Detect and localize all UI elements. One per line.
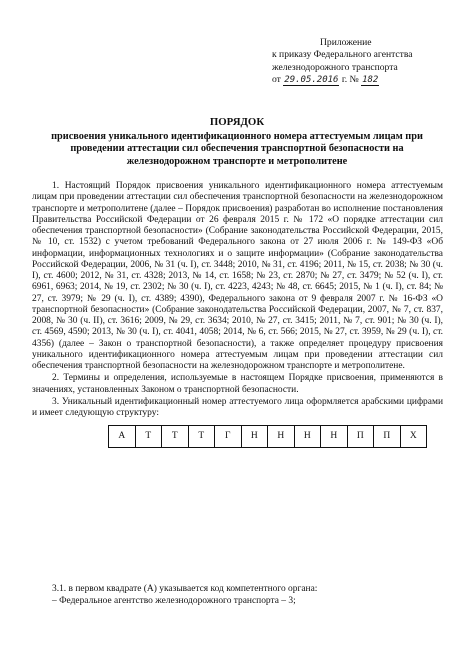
code-cell: Т: [135, 426, 162, 448]
appendix-order-line: к приказу Федерального агентства: [272, 49, 413, 61]
title-main: ПОРЯДОК: [209, 116, 265, 128]
code-cell: Н: [321, 426, 348, 448]
number-prefix: г. №: [341, 74, 359, 86]
number-structure-table: [108, 425, 427, 448]
section-3-1: [32, 584, 443, 607]
code-cell: Х: [400, 426, 427, 448]
title-subtitle: присвоения уникального идентификационного номера аттестуемым лицам при проведении аттестации сил обеспечения транспортной безопасности на железнодорожном транспорте и метрополитене: [51, 131, 423, 167]
code-cell: А: [109, 426, 136, 448]
code-cell: Т: [188, 426, 215, 448]
appendix-title: Приложение: [320, 37, 372, 48]
appendix-agency-line: железнодорожного транспорта: [272, 61, 398, 73]
code-cell: Г: [215, 426, 242, 448]
paragraph-3-1: 3.1. в первом квадрате (А) указывается код компетентного органа:: [52, 584, 318, 594]
number-structure-row: [109, 426, 427, 448]
paragraph-2: 2. Термины и определения, используемые в настоящем Порядке присвоения, применяются в значениях, установленных Законом о транспортной безопасности.: [32, 373, 443, 395]
code-cell: Т: [162, 426, 189, 448]
document-title: [0, 116, 474, 168]
appendix-block: [272, 37, 472, 87]
code-cell: Н: [241, 426, 268, 448]
code-cell: Н: [268, 426, 295, 448]
code-cell: П: [347, 426, 374, 448]
document-body: [32, 181, 443, 448]
paragraph-agency-code: – Федеральное агентство железнодорожного транспорта – 3;: [52, 595, 296, 606]
paragraph-1: 1. Настоящий Порядок присвоения уникального идентификационного номера аттестуемым лицам при проведении аттестации сил обеспечения транспортной безопасности на железнодорожном транспорте и метрополитене (далее – Порядок присвоения) разработан во исполнение постановления Правительства Российской Федерации от 26 февраля 2015 г. № 172 «О порядке аттестации сил обеспечения транспортной безопасности» (Собрание законодательства Российской Федерации, 2015, № 10, ст. 1532) с учетом требований Федерального закона от 27 июля 2006 г. № 149-ФЗ «Об информации, информационных технологиях и о защите информации» (Собрание законодательства Российской Федерации, 2006, № 31 (ч. I), ст. 3448; 2010, № 31, ст. 4196; 2011, № 15, ст. 2038; № 30 (ч. I), ст. 4600; 2012, № 31, ст. 4328; 2013, № 14, ст. 1658; № 23, ст. 2870; № 27, ст. 3479; № 52 (ч. I), ст. 6961, 6963; 2014, № 19, ст. 2302; № 30 (ч. I), ст. 4223, 4243; № 48, ст. 6645; 2015, № 1 (ч. I), ст. 84; № 27, ст. 3979; № 29 (ч. I), ст. 4389; 4390), Федерального закона от 9 февраля 2007 г. № 16-ФЗ «О транспортной безопасности» (Собрание законодательства Российской Федерации, 2007, № 7, ст. 837, 2008, № 30 (ч. II), ст. 3616; 2009, № 29, ст. 3634; 2010, № 27, ст. 3415; 2011, № 7, ст. 901; № 30 (ч. I), ст. 4569, 4590; 2013, № 30 (ч. I), ст. 4041, 4058; 2014, № 6, ст. 566; 2015, № 27, ст. 3959, № 29 (ч. I), ст. 4356) (далее – Закон о транспортной безопасности), а также определяет процедуру присвоения уникального идентификационного номера аттестуемым лицам при проведении аттестации сил обеспечения транспортной безопасности на железнодорожном транспорте и метрополитене.: [32, 181, 443, 371]
date-prefix: от: [272, 74, 281, 86]
handwritten-number: 182: [362, 75, 379, 86]
code-cell: Н: [294, 426, 321, 448]
handwritten-date: 29.05.2016: [284, 75, 339, 86]
code-cell: П: [374, 426, 401, 448]
paragraph-3: 3. Уникальный идентификационный номер аттестуемого лица оформляется арабскими цифрами и имеет следующую структуру:: [32, 396, 443, 418]
appendix-date-line: [272, 74, 472, 86]
